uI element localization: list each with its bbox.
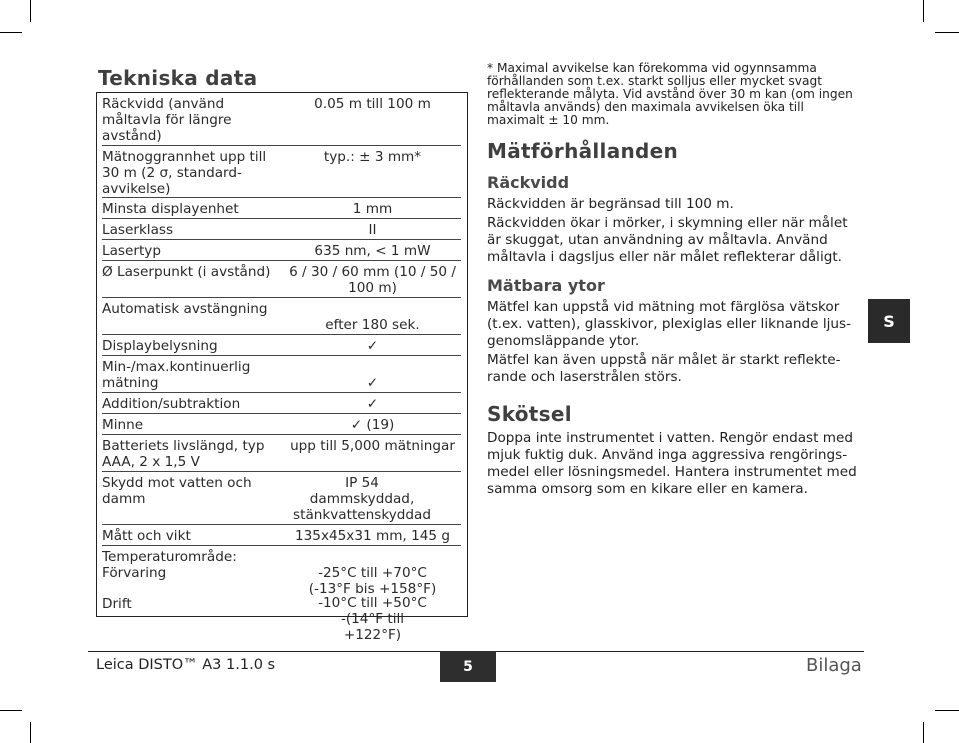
spec-value: typ.: ± 3 mm* — [323, 149, 422, 165]
footer-product: Leica DISTO™ A3 1.1.0 s — [96, 657, 276, 673]
section-heading-care: Skötsel — [487, 402, 572, 426]
spec-table — [96, 93, 468, 643]
right-column — [487, 62, 862, 500]
spec-value: -25°C till +70°C (-13°F bis +158°F) — [308, 565, 437, 597]
spec-value: 635 nm, < 1 mW — [314, 243, 431, 259]
spec-value: efter 180 sek. — [325, 317, 420, 333]
spec-label: Addition/subtraktion — [102, 396, 241, 412]
footnote: * Maximal avvikelse kan förekomma vid ogynnsamma förhållanden som t.ex. starkt solljus eller mycket svagt reflekterande målyta. Vid avstånd över 30 m kan (om ingen måltavla används) den maximala avvikelsen öka till maximalt ± 10 mm. — [487, 61, 853, 127]
table-row — [102, 198, 461, 219]
spec-value: -10°C till +50°C -(14°F till +122°F) — [318, 595, 427, 643]
spec-value: 1 mm — [352, 201, 393, 217]
check-mark: ✓ — [366, 338, 379, 354]
spec-value: upp till 5,000 mätningar — [290, 438, 455, 454]
spec-label: Minsta displayenhet — [102, 201, 239, 217]
spec-label: Automatisk avstängning — [102, 301, 268, 317]
spec-value: ✓ (19) — [350, 417, 395, 433]
spec-label: Mätnoggrannhet upp till 30 m (2 σ, standard-avvikelse) — [102, 149, 267, 197]
language-tab: S — [868, 299, 910, 343]
crop-mark — [935, 32, 959, 33]
paragraph: Räckvidden ökar i mörker, i skymning eller när målet är skuggat, utan användning av måltavla. Använd måltavla i dagsljus eller när målet reflekterar dåligt. — [487, 215, 848, 265]
section-heading-conditions: Mätförhållanden — [487, 139, 679, 163]
spec-value: II — [368, 222, 377, 238]
subheading-surfaces: Mätbara ytor — [487, 276, 605, 295]
table-row — [102, 393, 461, 414]
table-row — [102, 335, 461, 356]
table-row — [102, 356, 461, 393]
spec-value: 6 / 30 / 60 mm (10 / 50 / 100 m) — [289, 264, 456, 296]
table-row — [102, 525, 461, 546]
check-mark: ✓ — [366, 375, 379, 391]
spec-value: IP 54 dammskyddad, stänkvattenskyddad — [293, 475, 432, 523]
spec-label: Displaybelysning — [102, 338, 218, 354]
spec-label: Drift — [102, 596, 132, 612]
spec-label: Skydd mot vatten och damm — [102, 475, 252, 507]
paragraph: Mätfel kan även uppstå när målet är starkt reflekterande och laserstrålen störs. — [487, 352, 841, 385]
subheading-range: Räckvidd — [487, 173, 570, 192]
tech-data-title: Tekniska data — [96, 60, 468, 93]
paragraph: Doppa inte instrumentet i vatten. Rengör endast med mjuk fuktig duk. Använd inga aggressiva rengöringsmedel eller lösningsmedel. Hantera instrumentet med samma omsorg som en kikare eller en kamera. — [487, 430, 857, 497]
crop-mark — [0, 710, 22, 711]
crop-mark — [935, 710, 959, 711]
spec-label: Min-/max.kontinuerlig mätning — [102, 359, 251, 391]
tech-data-section — [96, 60, 468, 643]
table-row — [102, 298, 461, 335]
table-row — [102, 414, 461, 435]
table-row — [102, 435, 461, 472]
check-mark: ✓ — [366, 396, 379, 412]
crop-mark — [0, 32, 22, 33]
spec-label: Laserklass — [102, 222, 174, 238]
page-number: 5 — [440, 651, 496, 682]
spec-value: 0.05 m till 100 m — [314, 96, 431, 112]
paragraph: Räckvidden är begränsad till 100 m. — [487, 196, 734, 212]
spec-label: Räckvidd (använd måltavla för längre avstånd) — [102, 96, 232, 144]
table-row — [102, 240, 461, 261]
table-row — [102, 93, 461, 146]
table-row — [102, 546, 461, 597]
crop-mark — [30, 0, 31, 22]
spec-label: Mått och vikt — [102, 528, 191, 544]
crop-mark — [923, 0, 924, 22]
footer-section: Bilaga — [806, 655, 862, 676]
spec-label: Ø Laserpunkt (i avstånd) — [102, 264, 271, 280]
spec-label: Batteriets livslängd, typ AAA, 2 x 1,5 V — [102, 438, 265, 470]
crop-mark — [30, 722, 31, 743]
crop-mark — [923, 722, 924, 743]
spec-value: 135x45x31 mm, 145 g — [295, 528, 450, 544]
table-row — [102, 261, 461, 298]
table-row — [102, 472, 461, 525]
table-row — [102, 219, 461, 240]
table-row — [102, 146, 461, 198]
spec-label: Temperaturområde: Förvaring — [102, 549, 237, 581]
table-row — [102, 592, 461, 643]
spec-label: Minne — [102, 417, 144, 433]
spec-label: Lasertyp — [102, 243, 161, 259]
paragraph: Mätfel kan uppstå vid mätning mot färglösa vätskor (t.ex. vatten), glasskivor, plexiglas eller liknande ljusgenomsläppande ytor. — [487, 299, 852, 349]
